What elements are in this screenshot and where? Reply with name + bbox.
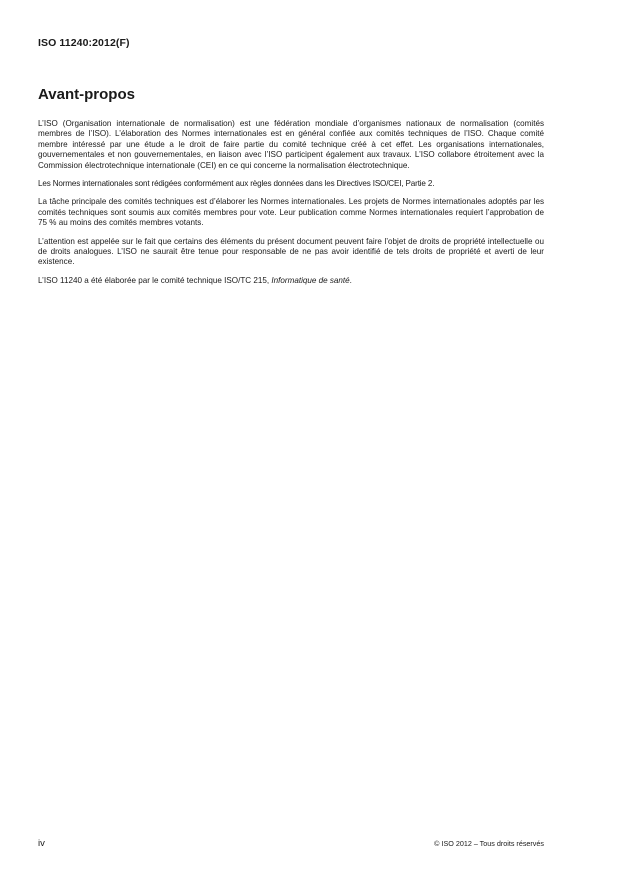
paragraph-patent-rights: L’attention est appelée sur le fait que certains des éléments du présent document peuvent faire l’objet de droits de propriété intellectuelle ou de droits analogues. L’ISO ne saurait être tenue pour responsable de ne pas avoir identifié de tels droits de propriété et averti de leur existence. xyxy=(38,236,544,267)
copyright-notice: © ISO 2012 – Tous droits réservés xyxy=(434,839,544,848)
paragraph-main-task: La tâche principale des comités techniques est d’élaborer les Normes internationales. Les projets de Normes internationales adoptés par les comités techniques sont soumis aux comités membres pour vote. Leur publication comme Normes internationales requiert l’approbation de 75 % au moins des comités membres votants. xyxy=(38,197,544,228)
foreword-body xyxy=(38,119,544,294)
paragraph-directives: Les Normes internationales sont rédigées conformément aux règles données dans les Directives ISO/CEI, Partie 2. xyxy=(38,179,435,189)
page-number: iv xyxy=(38,838,45,849)
section-title: Avant-propos xyxy=(38,86,135,103)
committee-sentence: L’ISO 11240 a été élaborée par le comité technique ISO/TC 215, xyxy=(38,275,272,285)
paragraph-iso-organisation: L’ISO (Organisation internationale de normalisation) est une fédération mondiale d’organismes nationaux de normalisation (comités membres de l’ISO). L’élaboration des Normes internationales est en général confiée aux comités techniques de l’ISO. Chaque comité membre intéressé par une étude a le droit de faire partie du comité technique créé à cet effet. Les organisations internationales, gouvernementales et non gouvernementales, en liaison avec l’ISO participent également aux travaux. L’ISO collabore étroitement avec la Commission électrotechnique internationale (CEI) en ce qui concerne la normalisation électrotechnique. xyxy=(38,119,544,170)
document-reference: ISO 11240:2012(F) xyxy=(38,37,130,49)
paragraph-technical-committee xyxy=(38,276,544,286)
sentence-end: . xyxy=(349,275,352,285)
committee-title: Informatique de santé xyxy=(271,275,350,285)
